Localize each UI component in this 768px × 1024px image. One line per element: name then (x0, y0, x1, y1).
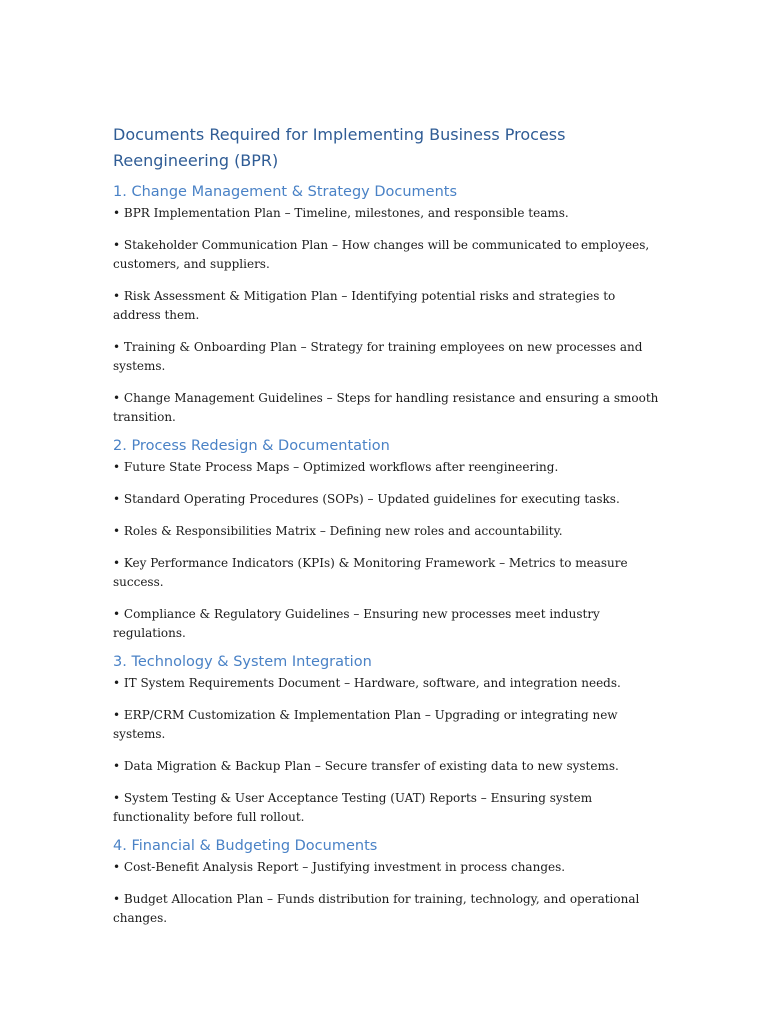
list-item: • Stakeholder Communication Plan – How changes will be communicated to employees, customers, and suppliers. (113, 238, 650, 271)
list-item: • Change Management Guidelines – Steps for handling resistance and ensuring a smooth transition. (113, 391, 659, 424)
list-item: • BPR Implementation Plan – Timeline, milestones, and responsible teams. (113, 206, 569, 220)
list-item: • Cost-Benefit Analysis Report – Justifying investment in process changes. (113, 860, 566, 874)
document-page (113, 122, 661, 937)
document-title: Documents Required for Implementing Business Process Reengineering (BPR) (113, 125, 566, 170)
section-heading: 3. Technology & System Integration (113, 654, 372, 670)
section-change-management (113, 182, 661, 427)
section-heading: 1. Change Management & Strategy Documents (113, 184, 458, 200)
section-technology-integration (113, 652, 661, 827)
list-item: • Data Migration & Backup Plan – Secure transfer of existing data to new systems. (113, 759, 619, 773)
section-financial-budgeting (113, 836, 661, 928)
list-item: • ERP/CRM Customization & Implementation Plan – Upgrading or integrating new systems. (113, 708, 618, 741)
section-heading: 4. Financial & Budgeting Documents (113, 838, 378, 854)
list-item: • IT System Requirements Document – Hardware, software, and integration needs. (113, 676, 621, 690)
list-item: • Standard Operating Procedures (SOPs) – Updated guidelines for executing tasks. (113, 492, 620, 506)
list-item: • Training & Onboarding Plan – Strategy for training employees on new processes and systems. (113, 340, 643, 373)
section-process-redesign (113, 436, 661, 643)
list-item: • System Testing & User Acceptance Testing (UAT) Reports – Ensuring system functionality before full rollout. (113, 791, 593, 824)
list-item: • Compliance & Regulatory Guidelines – Ensuring new processes meet industry regulations. (113, 607, 600, 640)
list-item: • Budget Allocation Plan – Funds distribution for training, technology, and operational changes. (113, 892, 640, 925)
list-item: • Roles & Responsibilities Matrix – Defining new roles and accountability. (113, 524, 563, 538)
list-item: • Key Performance Indicators (KPIs) & Monitoring Framework – Metrics to measure success. (113, 556, 628, 589)
list-item: • Risk Assessment & Mitigation Plan – Identifying potential risks and strategies to address them. (113, 289, 616, 322)
list-item: • Future State Process Maps – Optimized workflows after reengineering. (113, 460, 559, 474)
section-heading: 2. Process Redesign & Documentation (113, 438, 390, 454)
